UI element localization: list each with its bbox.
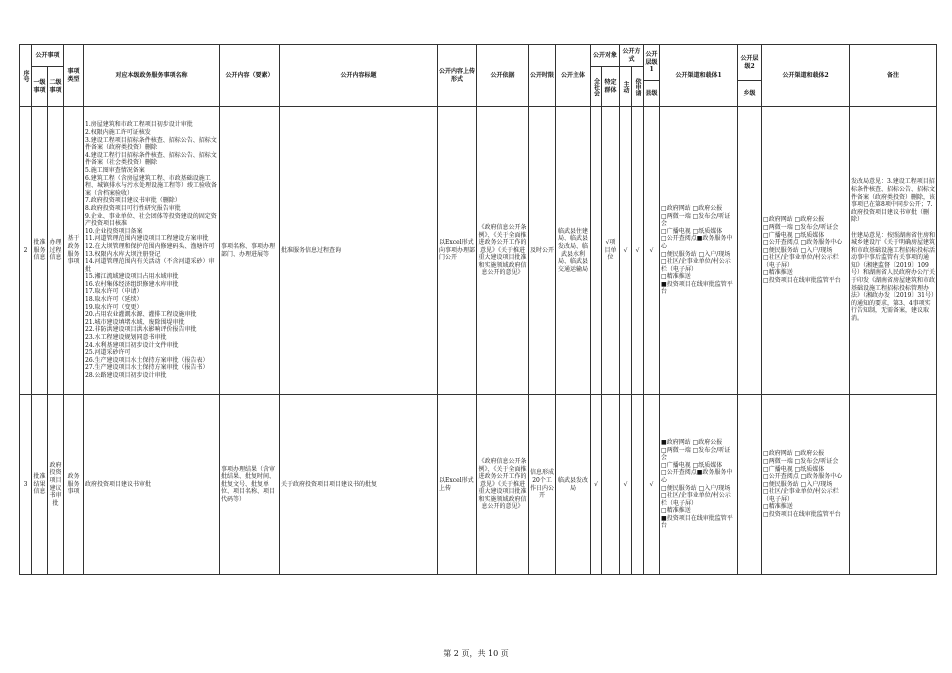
- header-method: 公开方式: [620, 45, 644, 67]
- cell-channel-1: □政府网站 □政府公报 □两微一端 □发布会/听证会 □广播电视 □纸质媒体 □公开查阅点■政务服务中心 □便民服务站 □入户/现场 □社区/企事业单位/村公示栏（电子屏） □精准推送 ■投资项目在线审批监管平台: [660, 107, 738, 395]
- header-channel-2: 公开渠道和载体2: [762, 45, 850, 107]
- cell-method-active: √: [620, 395, 632, 575]
- header-remark: 备注: [850, 45, 937, 107]
- cell-level2: 政府投资项目建议书审批: [48, 395, 64, 575]
- header-time-limit: 公开时限: [529, 45, 556, 107]
- header-content-elements: 公开内容（要素）: [220, 45, 280, 107]
- table-row: [20, 395, 937, 575]
- header-level2: 二级事项: [48, 67, 64, 107]
- header-county: 县级: [644, 81, 660, 107]
- cell-content-title: 关于政府投资项目项目建议书的批复: [280, 395, 438, 575]
- cell-channel-2: □政府网站 □政府公报 □两微一端 □发布会/听证会 □广播电视 □纸质媒体 □公开查阅点 □政务服务中心 □便民服务站 □入户/现场 □社区/企事业单位/村公示栏（电子屏） □精准推送 □投资项目在线审批监管平台: [762, 107, 850, 395]
- cell-township: [738, 395, 762, 575]
- cell-county: √: [644, 107, 660, 395]
- cell-county: √: [644, 395, 660, 575]
- page-footer: 第 2 页，共 10 页: [443, 649, 509, 658]
- cell-basis: 《政府信息公开条例》、《关于全面推进政务公开工作的意见》《关于推进重大建设项目批准和实施领域政府信息公开的意见》: [477, 395, 529, 575]
- cell-time-limit: 信息形成20个工作日内公开: [529, 395, 556, 575]
- cell-upload-form: 以Excel形式上传: [438, 395, 477, 575]
- cell-upload-form: 以Excel形式向事项办理部门公开: [438, 107, 477, 395]
- cell-township: [738, 107, 762, 395]
- cell-target-specific: √项目单位: [602, 107, 620, 395]
- header-township: 乡级: [738, 81, 762, 107]
- cell-channel-2: □政府网站 □政府公报 □两微一端 □发布会/听证会 □广播电视 □纸质媒体 □公开查阅点 □政务服务中心 □便民服务站 □入户/现场 □社区/企事业单位/村公示栏（电子屏） □精准推送 □投资项目在线审批监管平台: [762, 395, 850, 575]
- header-target: 公开对象: [591, 45, 620, 67]
- cell-method-apply: [632, 395, 644, 575]
- cell-service-name: 政府投资项目建议书审批: [84, 395, 220, 575]
- header-basis: 公开依据: [477, 45, 529, 107]
- cell-basis: 《政府信息公开条例》、《关于全面推进政务公开工作的意见》《关于推进重大建设项目批准和实施领域政府信息公开的意见》: [477, 107, 529, 395]
- header-target-all: 全社会: [591, 67, 602, 107]
- cell-content-elements: 事项办理结果（含审批结果、批复时间、批复文号、批复单位、项目名称、项目代码等）: [220, 395, 280, 575]
- header-target-specific: 特定群体: [602, 67, 620, 107]
- cell-target-all: [591, 107, 602, 395]
- cell-service-name: 1.房屋建筑和市政工程项目初步设计审批 2.权限内施工许可证核发 3.建设工程项目招标条件核查、招标公告、招标文件备案（政府类投资）删除 4.建设工程行目招标条件核查、招标公告、招标文件备案（社会类投资）删除 5.施工图审查情况备案 6.建筑工程（含房屋建筑工程、市政基础设施工程、城镇排水与污水处理设施工程等）竣工验收备案（含档案验收） 7.政府投资项目建议书审批（删除） 8.政府投资项目可行性研究报告审批 9.企业、事业单位、社会团体等投资建设的固定资产投资项目核准 10.企业投资项目备案 11.河道管理范围内建设项目工程建设方案审批 12.在大坝管理和保护范围内修建码头、渔塘许可 13.权限内水库大坝注册登记 14.河道管理范围内有关活动（不含河道采砂）审批 15.湘江流域建设项目占用水域审批 16.农村集体经济组织修建水库审批 17.取水许可（申请） 18.取水许可（延续） 19.取水许可（变更） 20.占用农业灌溉水源、灌排工程设施审批 21.城市建设填堵水域、废除围堤审批 22.非防洪建设项目洪水影响评价报告审批 23.水工程建设规划同意书审批 24.水利基建项目初步设计文件审批 25.河道采砂许可 26.生产建设项目水土保持方案审批（报告表） 27.生产建设项目水土保持方案审批（报告书） 28.公路建设项目初步设计审批: [84, 107, 220, 395]
- cell-content-elements: 事项名称、事项办理部门、办理进展等: [220, 107, 280, 395]
- cell-type: 政务服务事项: [64, 395, 84, 575]
- header-level1: 一级事项: [32, 67, 48, 107]
- disclosure-table: [19, 44, 937, 575]
- cell-level1: 批准服务信息: [32, 107, 48, 395]
- table-row: [20, 107, 937, 395]
- cell-subject: 临武县发改局: [556, 395, 591, 575]
- cell-method-active: √: [620, 107, 632, 395]
- cell-method-apply: √: [632, 107, 644, 395]
- cell-remark: [850, 395, 937, 575]
- cell-seq: 3: [20, 395, 32, 575]
- header-channel-1: 公开渠道和载体1: [660, 45, 738, 107]
- cell-type: 基于政务服务事项: [64, 107, 84, 395]
- cell-target-specific: [602, 395, 620, 575]
- header-gongkai-shixiang: 公开事项: [32, 45, 64, 67]
- cell-seq: 2: [20, 107, 32, 395]
- header-type: 事项类型: [64, 45, 84, 107]
- cell-remark: 发改局意见：3.建设工程项目招标条件核查、招标公告、招标文件备案（政府类投资）删除，该事项已在第8项中同步公开；7.政府投资项目建议书审批（删除） 住建局意见：按照湖南省住房和城乡建设厅《关于明确房屋建筑和市政基础设施工程招标投标活动事中事后监管有关事项的通知》（湘建监督〔2019〕109号）和湖南省人民政府办公厅关于印发《湖南省房屋建筑和市政基础设施工程招标投标管理办法》（湘政办发〔2019〕31号）的通知的要求，第3、4事项实行告知制，无需备案，建议取消。: [850, 107, 937, 395]
- header-content-title: 公开内容标题: [280, 45, 438, 107]
- cell-time-limit: 及时公开: [529, 107, 556, 395]
- header-method-apply: 依申请: [632, 67, 644, 107]
- cell-subject: 临武县住建局、临武县发改局、临武县水利局、临武县交通运输局: [556, 107, 591, 395]
- header-level-2: 公开层级2: [738, 45, 762, 81]
- cell-content-title: 批准服务信息过程查询: [280, 107, 438, 395]
- header-service-name: 对应本级政务服务事项名称: [84, 45, 220, 107]
- cell-level1: 批准结果信息: [32, 395, 48, 575]
- header-seq: 序号: [20, 45, 32, 107]
- cell-target-all: √: [591, 395, 602, 575]
- header-level-1: 公开层级1: [644, 45, 660, 81]
- header-method-active: 主动: [620, 67, 632, 107]
- header-subject: 公开主体: [556, 45, 591, 107]
- header-upload-form: 公开内容上传形式: [438, 45, 477, 107]
- cell-channel-1: ■政府网站 □政府公报 □两微一端 □发布会/听证会 □广播电视 □纸质媒体 □公开查阅点■政务服务中心 □便民服务站 □入户/现场 □社区/企事业单位/村公示栏（电子屏） □精准推送 ■投资项目在线审批监管平台: [660, 395, 738, 575]
- cell-level2: 办理过程信息: [48, 107, 64, 395]
